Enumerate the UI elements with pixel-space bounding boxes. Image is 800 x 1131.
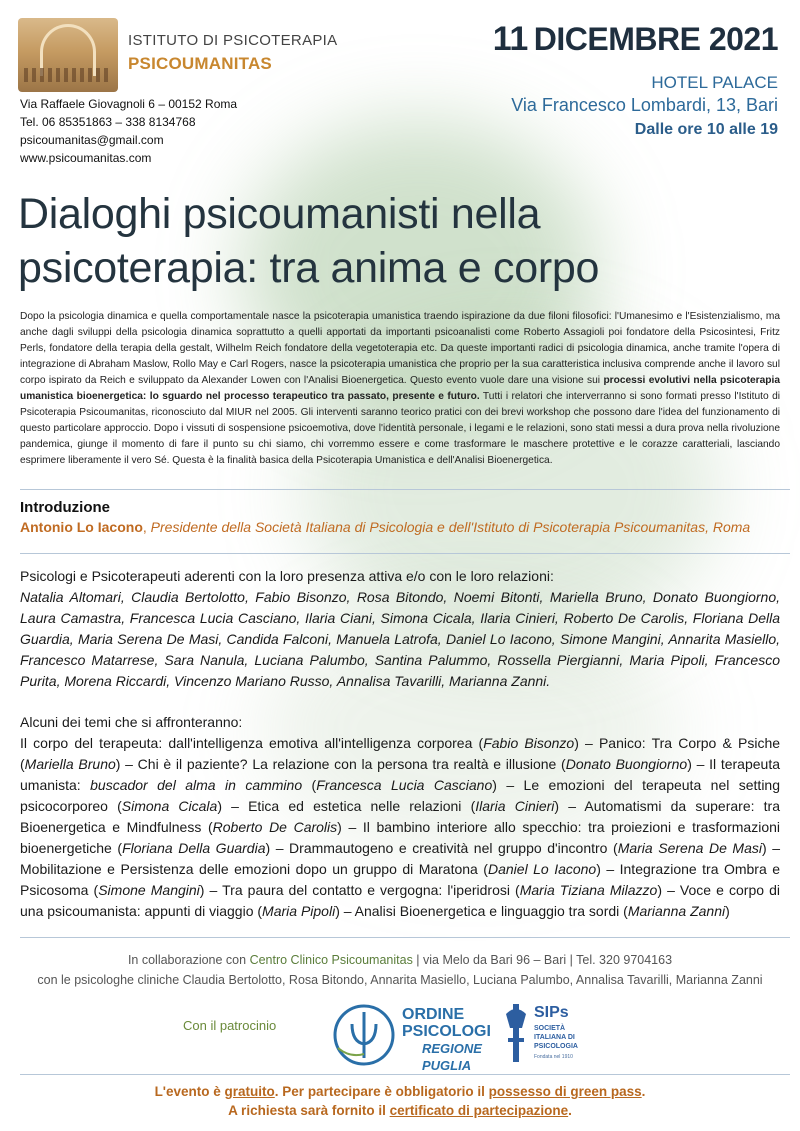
introduction-section bbox=[20, 499, 790, 535]
topic-text: Il corpo del terapeuta: dall'intelligenza emotiva all'intelligenza corporea ( bbox=[20, 735, 484, 751]
description-text: Tutti i relatori che interverranno si sono formati presso l'Istituto di Psicoterapia Psicoumanitas, riconosciuto dal MIUR nel 2005. Gli interventi saranno teorico pratici con dei brevi workshop che possono dare l'idea del funzionamento di questo particolare approccio. Dopo i vissuti di sospensione psicoemotiva, dove l'identità personale, i legami e le relazioni, sono stati messi a dura prova nella rivoluzione pandemica, giunge il momento di fare il punto su chi siamo, chi vorremmo essere e come trasformare le maschere protettive e le corazze caratteriali, lasciando esprimere liberamente il vero Sé. Questa è la finalità basica della Psicoterapia Umanistica e dell'Analisi Bioenergetica. bbox=[20, 391, 780, 466]
speaker-name: Antonio Lo Iacono bbox=[20, 519, 143, 535]
topic-text: ) – Etica ed estetica nelle relazioni ( bbox=[217, 798, 476, 814]
topic-text: ) – Automatismi da superare: tra Bioenergetica e Mindfulness ( bbox=[20, 798, 780, 835]
event-venue bbox=[511, 73, 778, 139]
topics-list bbox=[20, 733, 780, 922]
topics-heading: Alcuni dei temi che si affronteranno: bbox=[20, 714, 243, 730]
introduction-heading: Introduzione bbox=[20, 499, 110, 516]
event-day: 11 bbox=[492, 20, 528, 58]
topic-text: ) – Integrazione tra Ombra e Psicosoma ( bbox=[20, 861, 781, 898]
topic-author: Donato Buongiorno bbox=[565, 756, 688, 772]
sips-emblem-icon bbox=[504, 1000, 528, 1066]
divider bbox=[20, 489, 790, 490]
topic-text: ) – Il terapeuta umanista: bbox=[20, 756, 781, 793]
speaker-role: Presidente della Società Italiana di Psicologia e dell'Istituto di Psicoterapia Psicoumanitas, Roma bbox=[150, 519, 751, 535]
institute-name-line2: PSICOUMANITAS bbox=[128, 54, 272, 73]
topic-author: Simone Mangini bbox=[98, 882, 200, 898]
page-title bbox=[18, 187, 788, 295]
topic-text: ) – Drammautogeno e creatività nel gruppo d'incontro ( bbox=[265, 840, 618, 856]
certificate-text: certificato di partecipazione bbox=[389, 1103, 569, 1118]
title-line2: psicoterapia: tra anima e corpo bbox=[18, 244, 600, 292]
topic-author: Marianna Zanni bbox=[627, 903, 726, 919]
institute-name-line1: ISTITUTO DI PSICOTERAPIA bbox=[128, 32, 338, 49]
venue-name: HOTEL PALACE bbox=[651, 73, 778, 92]
sips-text bbox=[534, 1004, 578, 1060]
topic-author: Floriana Della Guardia bbox=[122, 840, 266, 856]
footer-text: L'evento è bbox=[154, 1084, 225, 1099]
topic-text: ) – Tra paura del contatto e vergogna: l'iperidrosi ( bbox=[199, 882, 520, 898]
footer-line1 bbox=[0, 1082, 800, 1101]
footer-text: . bbox=[568, 1103, 572, 1118]
topic-text: ) – Mobilitazione e Persistenza delle emozioni dopo un gruppo di Maratona ( bbox=[20, 840, 780, 877]
topics-section bbox=[20, 712, 780, 922]
event-date bbox=[493, 20, 778, 59]
topic-author: Maria Serena De Masi bbox=[617, 840, 762, 856]
speaker-separator: , bbox=[142, 519, 151, 535]
green-pass-text: possesso di green pass bbox=[488, 1084, 642, 1099]
sips-line2: ITALIANA DI bbox=[534, 1034, 575, 1041]
introduction-speaker bbox=[20, 519, 790, 535]
collaboration-prefix: In collaborazione con bbox=[127, 953, 250, 967]
topic-text: ) – Le emozioni del terapeuta nel setting psicocorporeo ( bbox=[20, 777, 781, 814]
institute-email[interactable]: psicoumanitas@gmail.com bbox=[20, 133, 164, 147]
topic-author: Maria Pipoli bbox=[262, 903, 336, 919]
collaboration-section bbox=[0, 950, 800, 990]
topic-text: ) – Voce e corpo di una psicoumanista: appunti di viaggio ( bbox=[20, 882, 780, 919]
institute-phone: Tel. 06 85351863 – 338 8134768 bbox=[20, 115, 196, 129]
ordine-psicologi-emblem-icon bbox=[330, 1002, 400, 1068]
description-text: Dopo la psicologia dinamica e quella comportamentale nasce la psicoterapia umanistica traendo ispirazione da due filoni filosofici: l'Umanesimo e l'Esistenzialismo, ma anche dagli sviluppi della psicologia dinamica soprattutto a quelli apportati da importanti psicoanalisti come Roberto Assagioli poi fondatore della Psicosintesi, Fritz Perls, fondatore della terapia della gestalt, Wilhelm Reich fondatore della vegetoterapia etc. Da queste importanti radici di psicologia dinamica, anche tramite l'opera di integrazione di Abraham Maslow, Rollo May e Carl Rogers, nasce la psicoterapia umanistica che proprio per la sua caratteristica inclusiva comprende anche il lavoro sul corpo ispirato da Reich e sviluppato da Alexander Lowen con l'Analisi Bioenergetica. Questo evento vuole dare una visione sui bbox=[20, 311, 780, 386]
ordine-line2: PSICOLOGI bbox=[402, 1023, 491, 1040]
event-hours: Dalle ore 10 alle 19 bbox=[634, 121, 778, 138]
topic-author: Simona Cicala bbox=[121, 798, 218, 814]
footer-notice bbox=[0, 1082, 800, 1120]
school-of-athens-image bbox=[18, 18, 118, 92]
topic-author: Daniel Lo Iacono bbox=[487, 861, 597, 877]
footer-line2 bbox=[0, 1101, 800, 1120]
free-event-text: gratuito bbox=[224, 1084, 275, 1099]
sips-logo bbox=[504, 1000, 594, 1068]
psychologists-section bbox=[20, 566, 780, 692]
collaboration-line2: con le psicologhe cliniche Claudia Bertolotto, Rosa Bitondo, Annarita Masiello, Luciana Palumbo, Annalisa Tavarilli, Marianna Zanni bbox=[37, 973, 763, 987]
divider bbox=[20, 1074, 790, 1075]
footer-text: A richiesta sarà fornito il bbox=[228, 1103, 390, 1118]
title-line1: Dialoghi psicoumanisti nella bbox=[18, 190, 541, 238]
topic-text: ) – Panico: Tra Corpo & Psiche ( bbox=[20, 735, 781, 772]
topic-text: ) – Analisi Bioenergetica e linguaggio tra sordi ( bbox=[335, 903, 628, 919]
psychologists-list: Natalia Altomari, Claudia Bertolotto, Fabio Bisonzo, Rosa Bitondo, Noemi Bitonti, Mariella Bruno, Donato Buongiorno, Laura Camastra, Francesca Lucia Casciano, Ilaria Ciani, Simona Cicala, Ilaria Cinieri, Roberto De Carolis, Floriana Della Guardia, Maria Serena De Masi, Candida Falconi, Manuela Latrofa, Daniel Lo Iacono, Simone Mangini, Annarita Masiello, Francesco Matarrese, Sara Nanula, Luciana Palumbo, Santina Palummo, Rossella Piergianni, Maria Pipoli, Francesco Purita, Morena Riccardi, Vincenzo Mariano Russo, Annalisa Tavarilli, Marianna Zanni. bbox=[20, 589, 780, 689]
sips-founded: Fondata nel 1910 bbox=[534, 1054, 573, 1060]
clinic-details: | via Melo da Bari 96 – Bari | Tel. 320 9704163 bbox=[412, 953, 673, 967]
collaboration-line1 bbox=[0, 950, 800, 970]
topic-author: Fabio Bisonzo bbox=[483, 735, 575, 751]
event-month-year: DICEMBRE 2021 bbox=[533, 21, 778, 57]
institute-contacts bbox=[20, 95, 237, 167]
description-highlight: processi evolutivi nella psicoterapia umanistica bioenergetica: lo sguardo nel processo terapeutico tra passato, presente e futuro. bbox=[20, 375, 780, 402]
venue-address: Via Francesco Lombardi, 13, Bari bbox=[511, 95, 778, 115]
sips-line3: PSICOLOGIA bbox=[534, 1043, 578, 1050]
topic-text: ) bbox=[725, 903, 730, 919]
divider bbox=[20, 937, 790, 938]
divider bbox=[20, 553, 790, 554]
psychologists-heading: Psicologi e Psicoterapeuti aderenti con la loro presenza attiva e/o con le loro relazioni: bbox=[20, 568, 554, 584]
ordine-line3: REGIONE PUGLIA bbox=[422, 1041, 482, 1073]
topic-author: Maria Tiziana Milazzo bbox=[519, 882, 658, 898]
topic-author: Francesca Lucia Casciano bbox=[316, 777, 493, 793]
sips-fullname bbox=[534, 1024, 578, 1051]
institute-logo bbox=[18, 18, 358, 98]
ordine-psicologi-logo bbox=[330, 1002, 491, 1073]
footer-text: . bbox=[641, 1084, 646, 1099]
topic-text: ( bbox=[302, 777, 317, 793]
topic-author: Ilaria Cinieri bbox=[475, 798, 555, 814]
event-description bbox=[20, 309, 780, 469]
sips-name: SIPs bbox=[534, 1004, 569, 1021]
institute-address: Via Raffaele Giovagnoli 6 – 00152 Roma bbox=[20, 97, 238, 111]
ordine-psicologi-text bbox=[402, 1006, 491, 1074]
topic-author: Mariella Bruno bbox=[24, 756, 116, 772]
topic-author: Roberto De Carolis bbox=[212, 819, 338, 835]
ordine-line1: ORDINE bbox=[402, 1006, 465, 1023]
institute-website[interactable]: www.psicoumanitas.com bbox=[20, 151, 152, 165]
topic-author: buscador del alma in cammino bbox=[90, 777, 303, 793]
footer-text: . Per partecipare è obbligatorio il bbox=[274, 1084, 489, 1099]
patronage-label: Con il patrocinio bbox=[183, 1018, 277, 1033]
topic-text: ) – Il bambino interiore allo specchio: tra proiezioni e trasformazioni bioenergetiche ( bbox=[20, 819, 780, 856]
clinic-name: Centro Clinico Psicoumanitas bbox=[249, 953, 413, 967]
topic-text: ) – Chi è il paziente? La relazione con la persona tra realtà e illusione ( bbox=[115, 756, 566, 772]
sips-line1: SOCIETÀ bbox=[534, 1025, 566, 1032]
